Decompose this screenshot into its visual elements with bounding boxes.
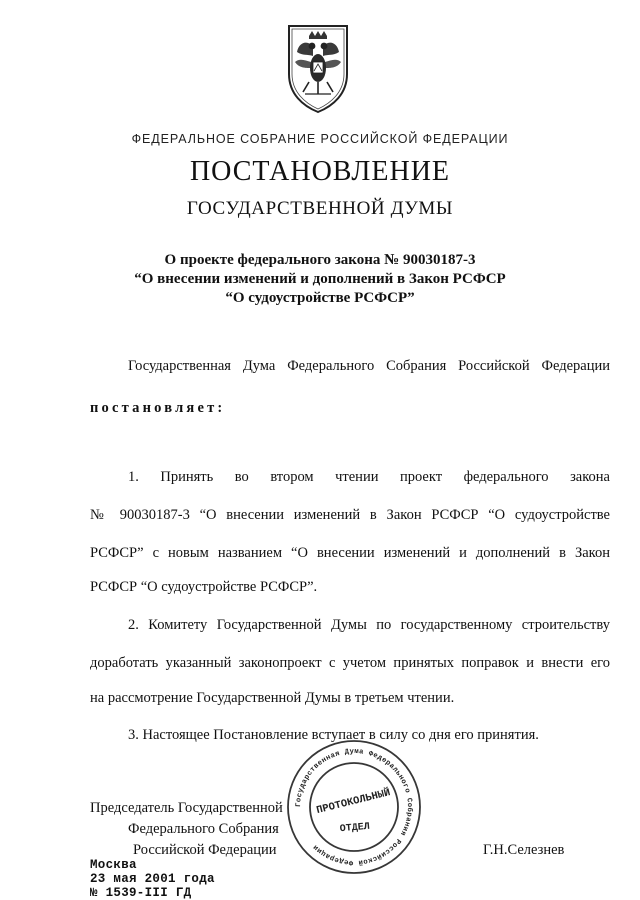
paragraph-1-line: № 90030187-3 “О внесении изменений в Закон РСФСР “О судоустройстве (90, 507, 610, 523)
paragraph-2-line: доработать указанный законопроект с учетом принятых поправок и внести его (90, 655, 610, 671)
round-stamp-icon (283, 738, 425, 876)
stamp-center-bottom: ОТДЕЛ (339, 821, 371, 836)
document-type-title: ПОСТАНОВЛЕНИЕ (189, 156, 451, 187)
signatory-name: Г.Н.Селезнев (483, 842, 565, 858)
coat-of-arms-icon (283, 22, 353, 114)
organization-name: ФЕДЕРАЛЬНОЕ СОБРАНИЕ РОССИЙСКОЙ ФЕДЕРАЦИИ (131, 132, 509, 146)
paragraph-1-line: РСФСР “О судоустройстве РСФСР”. (90, 579, 318, 595)
resolves-word: постановляет: (90, 400, 226, 416)
issue-date: 23 мая 2001 года (90, 872, 215, 886)
paragraph-3-line: 3. Настоящее Постановление вступает в силу со дня его принятия. (128, 727, 539, 743)
signatory-title-line: Федерального Собрания (128, 821, 279, 837)
paragraph-2-line: на рассмотрение Государственной Думы в третьем чтении. (90, 690, 455, 706)
paragraph-1-line: 1. Принять во втором чтении проект федерального закона (128, 469, 610, 485)
subject-line: “О внесении изменений и дополнений в Закон РСФСР (134, 271, 506, 287)
preamble: Государственная Дума Федерального Собрания Российской Федерации (128, 358, 610, 374)
paragraph-1-line: РСФСР” с новым названием “О внесении изменений и дополнений в Закон (90, 545, 610, 561)
issuer-title: ГОСУДАРСТВЕННОЙ ДУМЫ (186, 198, 454, 219)
subject-line: О проекте федерального закона № 90030187-3 (164, 252, 476, 268)
document-number: № 1539-III ГД (90, 886, 192, 900)
signatory-title-line: Председатель Государственной (90, 800, 283, 816)
paragraph-2-line: 2. Комитету Государственной Думы по государственному строительству (128, 617, 610, 633)
signatory-title-line: Российской Федерации (133, 842, 277, 858)
stamp-center-top: ПРОТОКОЛЬНЫЙ (315, 787, 392, 818)
subject-line: “О судоустройстве РСФСР” (225, 290, 415, 306)
stamp-ring-text: Государственная Дума Федерального Собрания Российской Федерации (294, 747, 414, 867)
issue-place: Москва (90, 858, 137, 872)
